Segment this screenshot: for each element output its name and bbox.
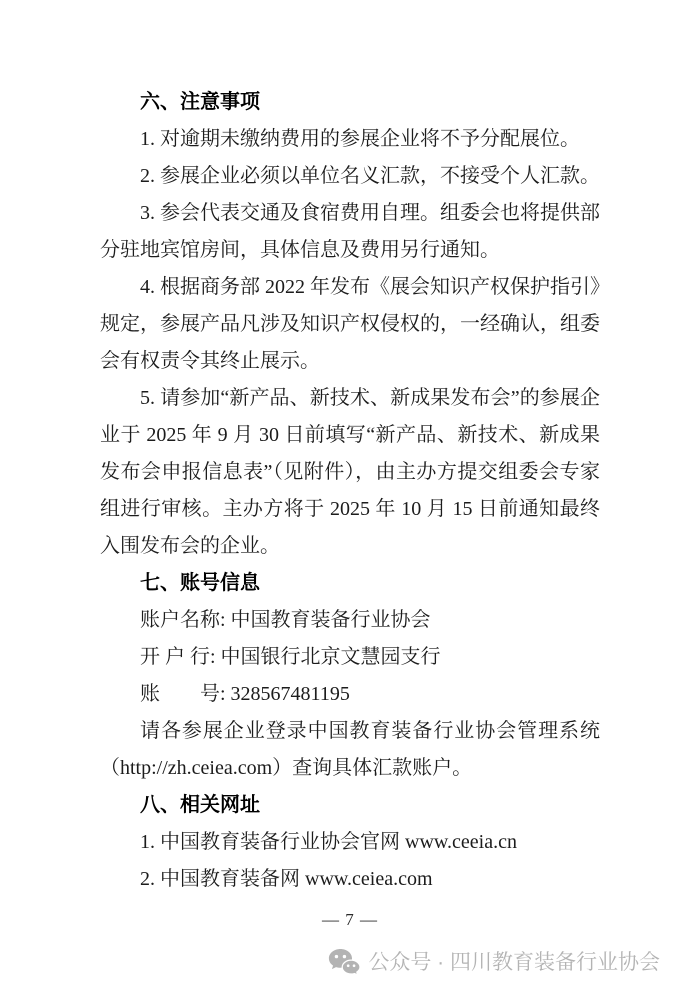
paragraph-note-5: 5. 请参加“新产品、新技术、新成果发布会”的参展企业于 2025 年 9 月 30 日前填写“新产品、新技术、新成果发布会申报信息表”（见附件），由主办方提交组委会专家组进行审核。主办方将于 2025 年 10 月 15 日前通知最终入围发布会的企业。 bbox=[100, 387, 600, 557]
paragraph-note-1: 1. 对逾期未缴纳费用的参展企业将不予分配展位。 bbox=[140, 128, 580, 150]
page-number: — 7 — bbox=[322, 910, 378, 929]
section-heading-websites: 八、相关网址 bbox=[140, 794, 260, 816]
document-body bbox=[100, 84, 600, 898]
paragraph-account-note: 请各参展企业登录中国教育装备行业协会管理系统（http://zh.ceiea.com）查询具体汇款账户。 bbox=[100, 720, 600, 779]
account-name-line: 账户名称: 中国教育装备行业协会 bbox=[140, 609, 431, 631]
paragraph-note-4: 4. 根据商务部 2022 年发布《展会知识产权保护指引》规定，参展产品凡涉及知识产权侵权的，一经确认，组委会有权责令其终止展示。 bbox=[100, 276, 600, 372]
wechat-watermark bbox=[328, 946, 660, 976]
account-number-line: 账 号: 328567481195 bbox=[140, 683, 350, 705]
paragraph-note-3: 3. 参会代表交通及食宿费用自理。组委会也将提供部分驻地宾馆房间，具体信息及费用另行通知。 bbox=[100, 202, 600, 261]
wechat-icon bbox=[328, 948, 360, 975]
bank-branch-line: 开 户 行: 中国银行北京文慧园支行 bbox=[140, 646, 441, 668]
section-heading-notes: 六、注意事项 bbox=[140, 91, 260, 113]
website-line-2: 2. 中国教育装备网 www.ceiea.com bbox=[140, 868, 433, 890]
website-line-1: 1. 中国教育装备行业协会官网 www.ceeia.cn bbox=[140, 831, 517, 853]
paragraph-note-2: 2. 参展企业必须以单位名义汇款，不接受个人汇款。 bbox=[140, 165, 600, 187]
section-heading-account: 七、账号信息 bbox=[140, 572, 260, 594]
watermark-text: 公众号 · 四川教育装备行业协会 bbox=[368, 951, 660, 974]
